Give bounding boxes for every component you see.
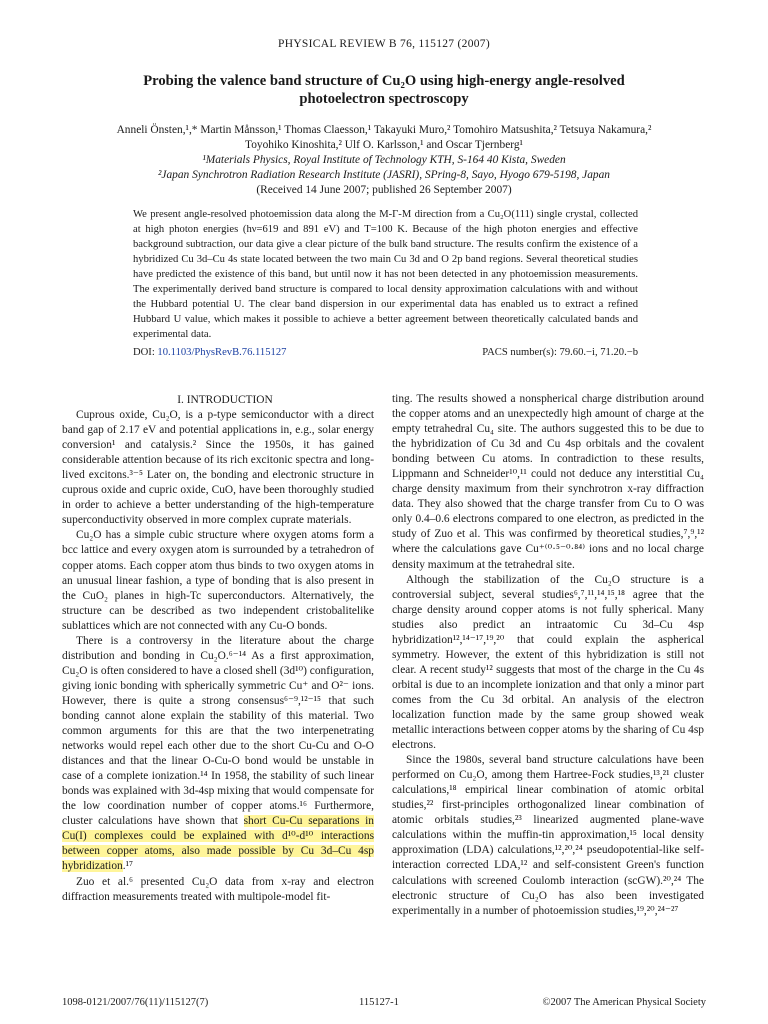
abstract: We present angle-resolved photoemission data along the M-Γ-M direction from a Cu₂O(111) single crystal, collected at high photon energies (hν=619 and 891 eV) and T=100 K. Because of the high photon energies and effective background subtraction, our data give a clear picture of the bulk band structure. The results confirm the existence of a hybridized Cu 3d–Cu 4s state located between the two main Cu 3d and O 2p band regions. Several theoretical studies have predicted the existence of this band, but until now it has not been detected in any photoemission measurements. The experimentally derived band structure is compared to local density approximation calculations with and without the Hubbard potential U. The clear band dispersion in our experimental data has enabled us to extract a refined Hubbard U value, which makes it possible to achieve a better agreement between theoretically calculated bands and experimental data. (133, 209, 638, 340)
left-column (62, 393, 374, 905)
right-column (392, 392, 704, 919)
affiliation-2: ²Japan Synchrotron Radiation Research Institute (JASRI), SPring-8, Sayo, Hyogo 679-5198, Japan (158, 169, 610, 181)
paragraph: Zuo et al.⁶ presented Cu₂O data from x-ray and electron diffraction measurements treated with multipole-model fit- (62, 875, 374, 903)
paragraph: Cu₂O has a simple cubic structure where oxygen atoms form a bcc lattice and every oxygen atom is surrounded by a tetrahedron of copper atoms. Each copper atom thus binds to two oxygen atoms in an unusual linear fashion, a type of bonding that is also present in the CuO₂ planes in high-Tc superconductors. Alternatively, the structure can be described as two independent cristobalitelike sublattices which are not connected with any Cu-O bonds. (62, 529, 374, 632)
affiliation-1: ¹Materials Physics, Royal Institute of Technology KTH, S-164 40 Kista, Sweden (202, 154, 566, 166)
doi (133, 347, 286, 358)
paragraph: ting. The results showed a nonspherical charge distribution around the copper atoms and an unexpectedly high amount of charge at the empty tetrahedral Cu₄ site. The authors suggested this to be due to the hybridization of Cu 3d and Cu 4sp orbitals and the covalent bonding between Cu atoms. In contradiction to these results, Lippmann and Schneider¹⁰,¹¹ could not deduce any interstitial Cu₄ charge density maximum from their synchrotron x-ray diffraction data. They also showed that the charge transfer from Cu to O was only 0.4–0.6 electrons compared to one electron, as predicted in the study of Zuo et al. This was confirmed by theoretical studies,⁷,⁹,¹² where the calculations gave Cu⁺⁽⁰·⁵⁻⁰·⁸⁴⁾ ions and no local charge density maximum at the tetrahedral site. (392, 393, 704, 571)
paper-title: Probing the valence band structure of Cu₂O using high-energy angle-resolved photoelectron spectroscopy (143, 73, 625, 107)
authors-line-1: Anneli Önsten,¹,* Martin Månsson,¹ Thomas Claesson,¹ Takayuki Muro,² Tomohiro Matsushita,² Tetsuya Nakamura,² (116, 124, 652, 136)
footer-code: 1098-0121/2007/76(11)/115127(7) (62, 997, 209, 1008)
doi-label: DOI: (133, 347, 158, 358)
paragraph (62, 634, 374, 875)
highlighted-text: short Cu-Cu separations in Cu(I) complexes could be explained with d¹⁰-d¹⁰ interactions between copper atoms, also made possible by Cu 3d–Cu 4sp hybridization (62, 815, 375, 873)
authors-line-2: Toyohiko Kinoshita,² Ulf O. Karlsson,¹ and Oscar Tjernberg¹ (245, 139, 523, 151)
page-number: 115127-1 (359, 997, 399, 1008)
paragraph: Although the stabilization of the Cu₂O structure is a controversial subject, several studies⁶,⁷,¹¹,¹⁴,¹⁵,¹⁸ agree that the charge density around copper atoms is not fully spherical. Many studies also predict an intraatomic Cu 3d–Cu 4sp hybridization¹²,¹⁴⁻¹⁷,¹⁹,²⁰ that could explain the aspherical symmetry. However, the extent of this hybridization is still not clear. A recent study¹² suggests that most of the charge in the Cu 4s orbital is due to an incomplete ionization and that only a minor part comes from the Cu 3d orbital. An analysis of the electron localization function made by the same group showed weak metallic interactions between copper atoms by the sharing of Cu 4sp electrons. (392, 573, 704, 752)
section-title: I. INTRODUCTION (177, 394, 273, 406)
copyright: ©2007 The American Physical Society (542, 997, 706, 1008)
paragraph: Cuprous oxide, Cu₂O, is a p-type semiconductor with a direct band gap of 2.17 eV and potential applications in, e.g., solar energy conversion¹ and catalysis.² Since the 1950s, it has gained considerable attention because of its rich excitonic spectra and long-lived excitons.³⁻⁵ Later on, the bonding and electronic structure in cuprous oxide and cupric oxide, CuO, have been thoroughly studied in order to achieve a better understanding of the high-temperature superconductivity observed in more complex cuprate materials. (62, 409, 374, 527)
pacs-numbers: PACS number(s): 79.60.−i, 71.20.−b (482, 347, 638, 358)
author-block (40, 123, 728, 198)
paragraph-text: There is a controversy in the literature about the charge distribution and bonding in Cu₂O.⁶⁻¹⁴ As a first approximation, Cu₂O is often considered to have a closed shell (3d¹⁰) configuration, giving ionic bonding with spherically symmetric Cu⁺ and O²⁻ ions. However, there is quite a strong consensus⁶⁻⁹,¹²⁻¹⁵ that such bonding cannot alone explain the stability of this material. Two common arguments for this are that the two interpenetrating networks would repel each other due to the short Cu-Cu and O-O distances and that the linear O-Cu-O bond would be unstable in case of a complete ionization.¹⁴ In 1958, the stability of such linear bonds was explained with 3d-4sp mixing that would compensate for the low coordination number of copper atoms.¹⁶ Furthermore, cluster calculations have shown that (62, 634, 374, 828)
doi-link[interactable]: 10.1103/PhysRevB.76.115127 (157, 347, 287, 358)
journal-header: PHYSICAL REVIEW B 76, 115127 (2007) (278, 38, 490, 50)
paragraph-text: .¹⁷ (122, 860, 133, 873)
received-date: (Received 14 June 2007; published 26 September 2007) (256, 184, 512, 196)
paragraph: Since the 1980s, several band structure calculations have been performed on Cu₂O, among them Hartree-Fock studies,¹³,²¹ cluster calculations,¹⁸ empirical linear combination of atomic orbital studies,²² first-principles orthogonalized linear combination of atomic orbitals studies,²³ linearized augmented plane-wave calculations within the muffin-tin approximation,¹⁵ local density approximation (LDA) calculations,¹²,²⁰,²⁴ pseudopotential-like self-interaction corrected LDA,¹² and self-consistent Green's function calculations with screened Coulomb interaction (scGW).²⁰,²⁴ The electronic structure of Cu₂O has also been investigated experimentally in a number of photoemission studies,¹⁹,²⁰,²⁴⁻²⁷ (392, 754, 704, 917)
